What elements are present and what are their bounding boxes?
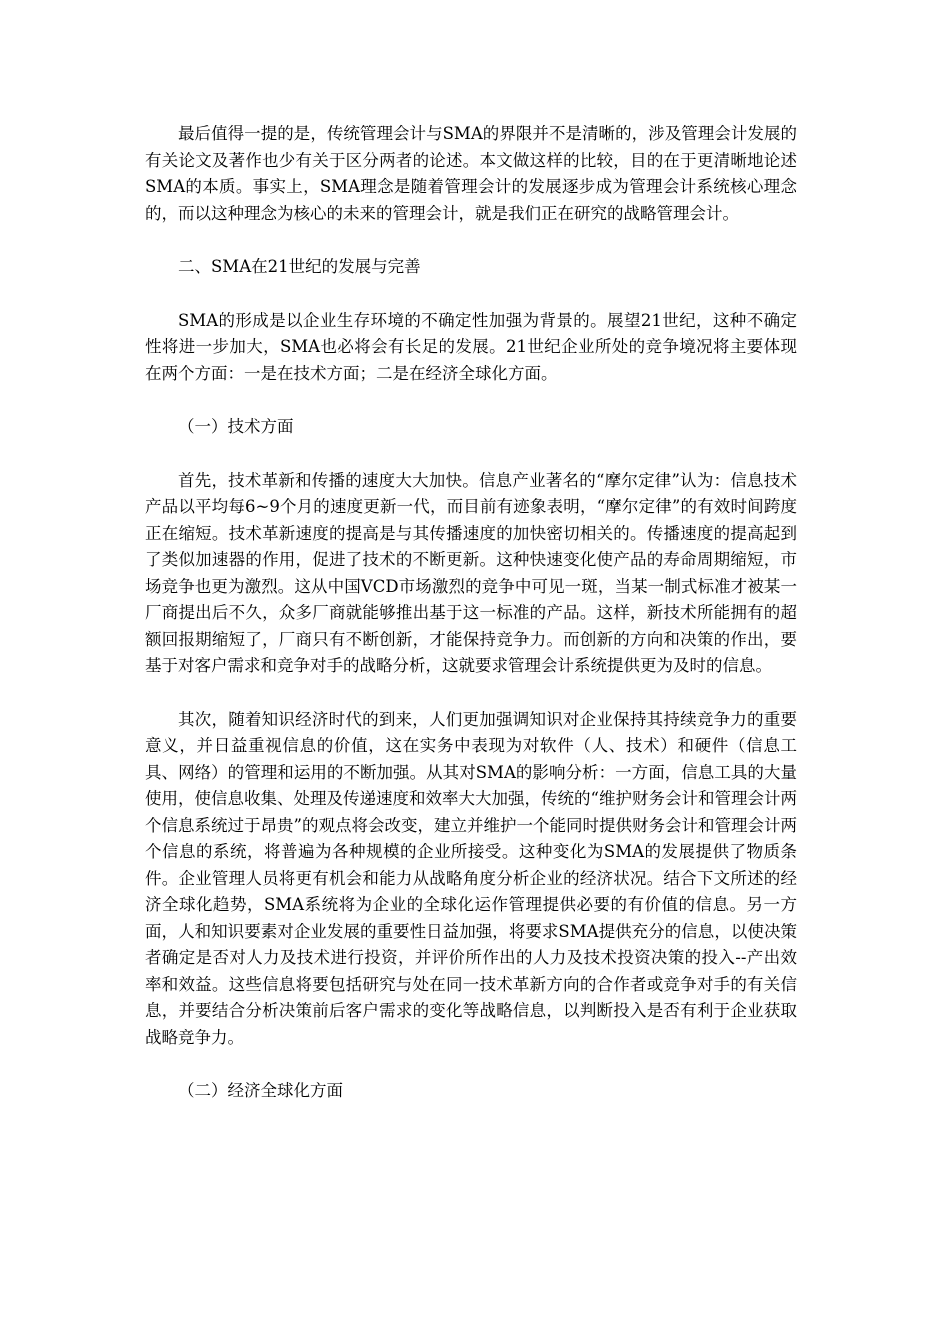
paragraph-technology-speed: 首先，技术革新和传播的速度大大加快。信息产业著名的“摩尔定律”认为：信息技术产品以平均每6~9个月的速度更新一代，而目前有迹象表明，“摩尔定律”的有效时间跨度正在缩短。技术革新速度的提高是与其传播速度的加快密切相关的。传播速度的提高起到了类似加速器的作用，促进了技术的不断更新。这种快速变化使产品的寿命周期缩短，市场竞争也更为激烈。这从中国VCD市场激烈的竞争中可见一斑，当某一制式标准才被某一厂商提出后不久，众多厂商就能够推出基于这一标准的产品。这样，新技术所能拥有的超额回报期缩短了，厂商只有不断创新，才能保持竞争力。而创新的方向和决策的作出，要基于对客户需求和竞争对手的战略分析，这就要求管理会计系统提供更为及时的信息。 (145, 470, 797, 675)
paragraph-sma-comparison: 最后值得一提的是，传统管理会计与SMA的界限并不是清晰的，涉及管理会计发展的有关论文及著作也少有关于区分两者的论述。本文做这样的比较，目的在于更清晰地论述SMA的本质。事实上，SMA理念是随着管理会计的发展逐步成为管理会计系统核心理念的，而以这种理念为核心的未来的管理会计，就是我们正在研究的战略管理会计。 (145, 124, 797, 223)
subsection-heading-globalization: （二）经济全球化方面 (178, 1081, 343, 1100)
subsection-heading-technology: （一）技术方面 (178, 417, 294, 436)
section-heading-sma-21st-century: 二、SMA在21世纪的发展与完善 (178, 257, 421, 276)
paragraph-knowledge-economy: 其次，随着知识经济时代的到来，人们更加强调知识对企业保持其持续竞争力的重要意义，并日益重视信息的价值，这在实务中表现为对软件（人、技术）和硬件（信息工具、网络）的管理和运用的不断加强。从其对SMA的影响分析：一方面，信息工具的大量使用，使信息收集、处理及传递速度和效率大大加强，传统的“维护财务会计和管理会计两个信息系统过于昂贵”的观点将会改变，建立并维护一个能同时提供财务会计和管理会计两个信息的系统，将普遍为各种规模的企业所接受。这种变化为SMA的发展提供了物质条件。企业管理人员将更有机会和能力从战略角度分析企业的经济状况。结合下文所述的经济全球化趋势，SMA系统将为企业的全球化运作管理提供必要的有价值的信息。另一方面，人和知识要素对企业发展的重要性日益加强，将要求SMA提供充分的信息，以使决策者确定是否对人力及技术进行投资，并评价所作出的人力及技术投资决策的投入--产出效率和效益。这些信息将要包括研究与处在同一技术革新方向的合作者或竞争对手的有关信息，并要结合分析决策前后客户需求的变化等战略信息，以判断投入是否有利于企业获取战略竞争力。 (145, 709, 797, 1047)
document-page (145, 121, 797, 1132)
paragraph-sma-background: SMA的形成是以企业生存环境的不确定性加强为背景的。展望21世纪，这种不确定性将进一步加大，SMA也必将会有长足的发展。21世纪企业所处的竞争境况将主要体现在两个方面：一是在技术方面；二是在经济全球化方面。 (145, 310, 797, 383)
